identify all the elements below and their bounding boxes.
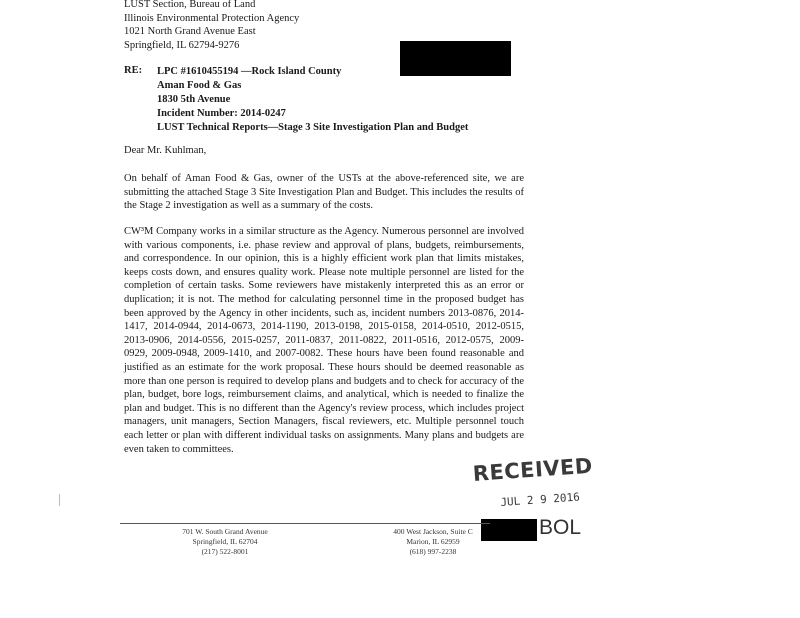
salutation: Dear Mr. Kuhlman, [124, 145, 207, 156]
re-label: RE: [124, 65, 143, 76]
subject-line: 1830 5th Avenue [157, 94, 231, 105]
footer-line: (217) 522-8001 [201, 547, 249, 556]
address-line: Springfield, IL 62794-9276 [124, 39, 240, 51]
body-paragraph: On behalf of Aman Food & Gas, owner of the USTs at the above-referenced site, we are submitting the attached Stage 3 Site Investigation Plan and Budget. This includes the results of the Stage 2 investigation as well as a summary of the costs. [124, 173, 524, 212]
scan-margin-mark [59, 494, 60, 506]
received-stamp-date: JUL 2 9 2016 [500, 490, 581, 509]
footer-address-marion [378, 527, 488, 557]
footer-line: 701 W. South Grand Avenue [182, 527, 268, 536]
footer-divider [120, 523, 490, 524]
subject-line: Incident Number: 2014-0247 [157, 108, 286, 119]
address-line: LUST Section, Bureau of Land [124, 0, 256, 10]
subject-line: Aman Food & Gas [157, 80, 242, 91]
footer-line: 400 West Jackson, Suite C [393, 527, 473, 536]
footer-line: Springfield, IL 62704 [192, 537, 258, 546]
received-stamp: RECEIVED [472, 453, 594, 486]
subject-block [157, 65, 468, 135]
body-paragraph: CW³M Company works in a similar structure as the Agency. Numerous personnel are involved with various components, i.e. phase review and approval of plans, budgets, reimbursements, and correspondence. In our opinion, this is a highly efficient work plan that limits mistakes, keeps costs down, and ensures quality work. Please note multiple personnel are listed for the completion of certain tasks. Some reviewers have mistakenly interpreted this as an error or duplication; it is not. The method for calculating personnel time in the proposed budget has been approved by the Agency in other incidents, such as, incident numbers 2013-0876, 2014-1417, 2014-0944, 2014-0673, 2014-1190, 2013-0198, 2015-0158, 2014-0510, 2012-0515, 2013-0906, 2014-0556, 2015-0257, 2011-0837, 2011-0822, 2011-0516, 2012-0575, 2009-0929, 2009-0948, 2009-1410, and 2007-0082. These hours have been found reasonable and justified as an estimate for the work proposal. These hours should be deemed reasonable as more than one person is required to develop plans and budgets and to check for accuracy of the plan, budget, bore logs, reimbursement claims, and analytical, which is needed to finalize the plan and budget. This is no different than the Agency's review process, which includes project managers, unit managers, Section Managers, fiscal reviewers, etc. Multiple personnel touch each letter or plan with different individual tasks on assignments. Many plans and budgets are even taken to committees. [124, 226, 524, 455]
footer-line: Marion, IL 62959 [406, 537, 460, 546]
recipient-address [124, 0, 299, 52]
subject-line: LUST Technical Reports—Stage 3 Site Investigation Plan and Budget [157, 122, 469, 133]
stamp-suffix: BOL [539, 516, 582, 539]
subject-line: LPC #1610455194 —Rock Island County [157, 66, 342, 77]
footer-line: (618) 997-2238 [409, 547, 457, 556]
address-line: Illinois Environmental Protection Agency [124, 12, 300, 24]
address-line: 1021 North Grand Avenue East [124, 26, 256, 37]
footer-address-springfield [165, 527, 285, 557]
